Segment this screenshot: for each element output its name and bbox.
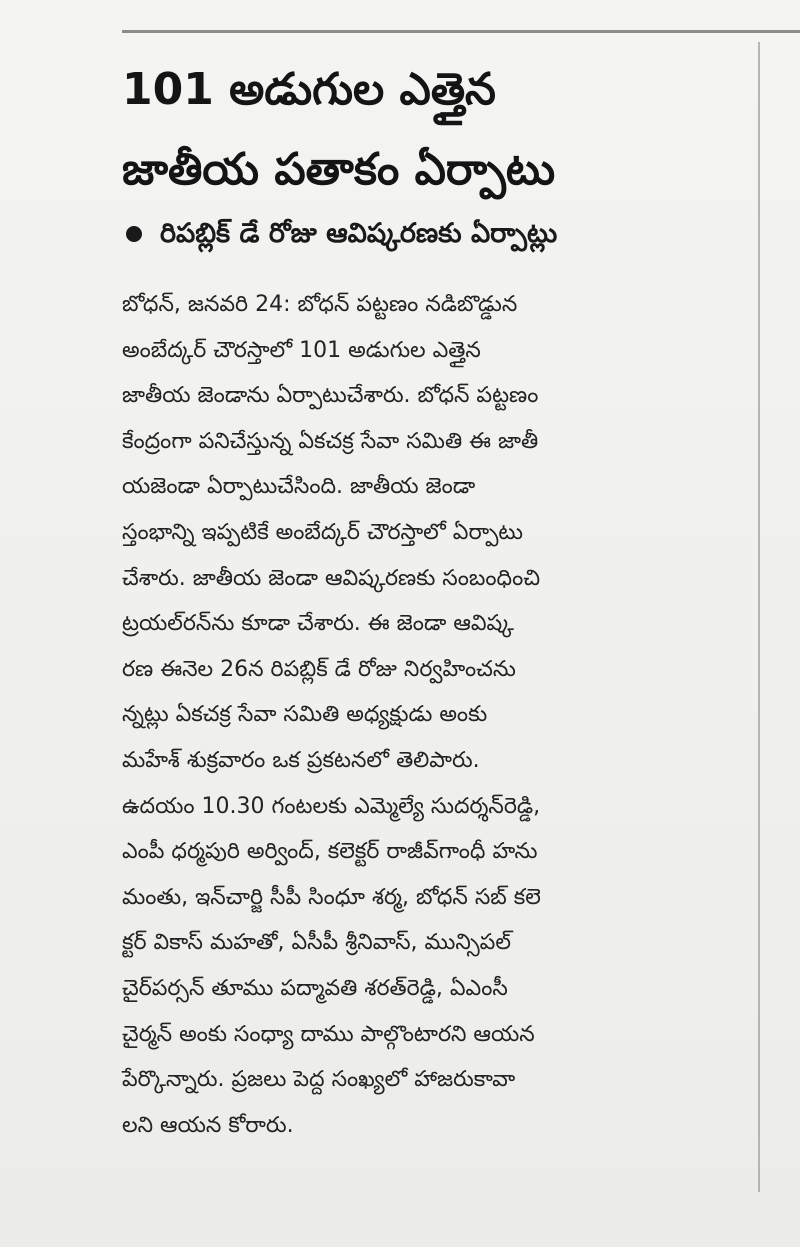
body-line: చేశారు. జాతీయ జెండా ఆవిష్కరణకు సంబంధించి — [122, 565, 541, 591]
body-line: జాతీయ జెండాను ఏర్పాటుచేశారు. బోధన్ పట్టణం — [122, 383, 539, 409]
body-line: మహేశ్ శుక్రవారం ఒక ప్రకటనలో తెలిపారు. — [122, 747, 480, 773]
body-line: స్తంభాన్ని ఇప్పటికే అంబేద్కర్ చౌరస్తాలో ఏర్పాటు — [122, 519, 524, 545]
column-divider-rule — [758, 42, 760, 1192]
body-line: చైర్మన్ అంకు సంధ్యా దాము పాల్గొంటారని ఆయన — [122, 1021, 535, 1047]
subheadline-text: రిపబ్లిక్ డే రోజు ఆవిష్కరణకు ఏర్పాట్లు — [160, 218, 558, 249]
body-line: యజెండా ఏర్పాటుచేసింది. జాతీయ జెండా — [122, 474, 476, 500]
top-divider-rule — [122, 30, 800, 33]
body-line: రణ ఈనెల 26న రిపబ్లిక్ డే రోజు నిర్వహించను — [122, 656, 516, 682]
body-line: ఎంపీ ధర్మపురి అర్వింద్, కలెక్టర్ రాజీవ్‌గాంధీ హను — [122, 839, 538, 865]
subheadline — [122, 212, 752, 256]
body-line: మంతు, ఇన్‌చార్జి సీపీ సింధూ శర్మ, బోధన్ సబ్ కలె — [122, 884, 541, 910]
body-line: బోధన్, జనవరి 24: బోధన్ పట్టణం నడిబొడ్డున — [122, 292, 518, 317]
body-line: పేర్కొన్నారు. ప్రజలు పెద్ద సంఖ్యలో హాజరుకావా — [122, 1067, 516, 1093]
body-line: అంబేద్కర్ చౌరస్తాలో 101 అడుగుల ఎత్తైన — [122, 337, 481, 363]
headline-line-1: 101 అడుగుల ఎత్తైన — [122, 64, 496, 115]
body-line: క్టర్ వికాస్ మహతో, ఏసీపీ శ్రీనివాస్, మున్సిపల్ — [122, 930, 511, 956]
body-line: ట్రయల్‌రన్‌ను కూడా చేశారు. ఈ జెండా ఆవిష్క — [122, 611, 514, 637]
body-line: ఉదయం 10.30 గంటలకు ఎమ్మెల్యే సుదర్శన్‌రెడ్డి, — [122, 793, 541, 819]
headline-line-2: జాతీయ పతాకం ఏర్పాటు — [122, 144, 556, 195]
body-line: న్నట్లు ఏకచక్ర సేవా సమితి అధ్యక్షుడు అంకు — [122, 702, 488, 728]
body-line: కేంద్రంగా పనిచేస్తున్న ఏకచక్ర సేవా సమితి ఈ జాతీ — [122, 428, 539, 454]
body-line: చైర్‌పర్సన్ తూము పద్మావతి శరత్‌రెడ్డి, ఏఎంసీ — [122, 975, 508, 1001]
body-line: లని ఆయన కోరారు. — [122, 1112, 294, 1138]
article-body — [122, 282, 722, 1148]
bullet-icon — [126, 226, 142, 242]
